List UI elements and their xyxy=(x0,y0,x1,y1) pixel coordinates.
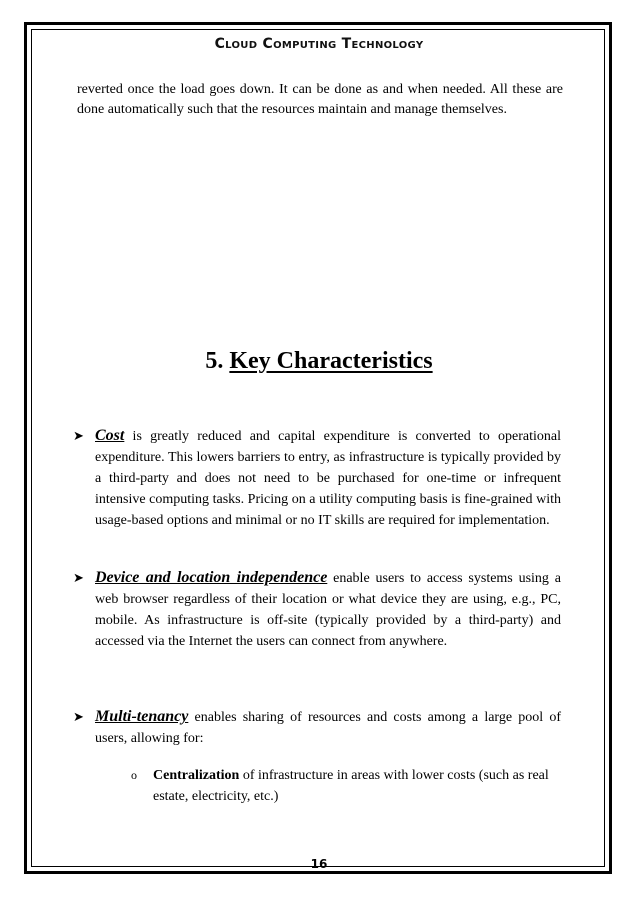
section-number: 5. xyxy=(205,348,224,374)
bullet-text: is greatly reduced and capital expenditure is converted to operational expenditure. This lowers barriers to entry, as infrastructure is typically provided by a third-party and does not need to be purchased for one-time or infrequent intensive computing tasks. Pricing on a utility computing basis is fine-grained with usage-based options and minimal or no IT skills are required for implementation. xyxy=(95,429,561,528)
bullet-cost xyxy=(73,425,561,531)
sub-item-term: Centralization xyxy=(153,768,240,783)
circle-bullet-icon: o xyxy=(131,768,137,782)
intro-paragraph: reverted once the load goes down. It can be done as and when needed. All these are done automatically such that the resources maintain and manage themselves. xyxy=(77,82,563,117)
bullet-text: enable users to access systems using a web browser regardless of their location or what device they are using, e.g., PC, mobile. As infrastructure is off-site (typically provided by a third-party) and accessed via the Internet the users can connect from anywhere. xyxy=(95,571,561,649)
bullet-term: Cost xyxy=(95,427,125,444)
page-number: 16 xyxy=(310,857,328,871)
sub-item-text: of infrastructure in areas with lower costs (such as real estate, electricity, etc.) xyxy=(153,768,549,804)
bullet-multi-tenancy xyxy=(73,706,561,749)
arrow-bullet-icon: ➤ xyxy=(73,709,84,724)
bullet-device-location xyxy=(73,567,561,652)
arrow-bullet-icon: ➤ xyxy=(73,428,84,443)
arrow-bullet-icon: ➤ xyxy=(73,570,84,585)
sub-item-centralization xyxy=(131,765,561,807)
running-header: Cloud Computing Technology xyxy=(214,36,424,52)
section-title: Key Characteristics xyxy=(229,348,433,374)
bullet-term: Device and location independence xyxy=(95,569,328,586)
bullet-term: Multi-tenancy xyxy=(95,708,189,725)
section-heading xyxy=(0,348,638,375)
bullet-text: enables sharing of resources and costs among a large pool of users, allowing for: xyxy=(95,710,561,746)
